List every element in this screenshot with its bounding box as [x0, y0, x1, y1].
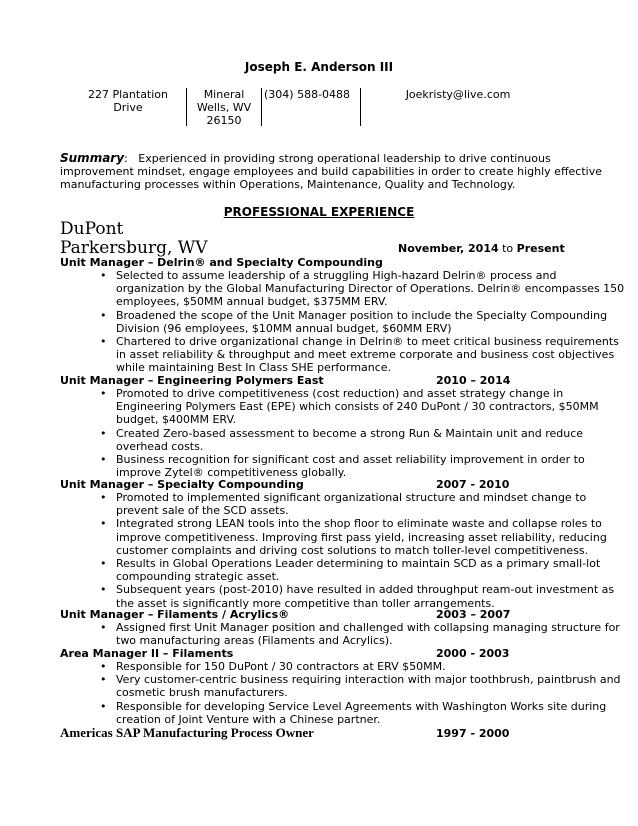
bullet-item: • Business recognition for significant cost and asset reliability improvement in order to improve Zytel® competitiveness globally.	[98, 453, 626, 479]
dates-to: to	[498, 242, 517, 255]
bullet-item: • Broadened the scope of the Unit Manager position to include the Specialty Compounding Division (96 employees, $10MM annual budget, $60MM ERV)	[98, 309, 626, 335]
city-block	[192, 88, 256, 127]
role-title: Unit Manager – Specialty Compounding	[60, 478, 304, 491]
role-bullets	[98, 660, 626, 726]
bullet-item: • Very customer-centric business requiring interaction with major toothbrush, paintbrush and cosmetic brush manufacturers.	[98, 673, 626, 699]
company-location: Parkersburg, WV	[60, 238, 208, 258]
city-line: 26150	[206, 114, 242, 127]
bullet-item: • Integrated strong LEAN tools into the shop floor to eliminate waste and collapse roles to improve competitiveness. Improving first pass yield, increasing asset reliability, reducing customer complaints and driving cost solutions to match toller-level competitiveness.	[98, 517, 626, 557]
role-dates: 2007 - 2010	[436, 478, 510, 491]
bullet-item: • Promoted to implemented significant organizational structure and mindset change to prevent sale of the SCD assets.	[98, 491, 626, 517]
summary-text: Experienced in providing strong operational leadership to drive continuous improvement mindset, engage employees and build capabilities in order to create highly effective manufacturing processes within Operations, Maintenance, Quality and Technology.	[60, 152, 602, 191]
address-line: 227 Plantation	[87, 88, 169, 101]
contact-divider	[261, 88, 262, 126]
bullet-item: • Promoted to drive competitiveness (cost reduction) and asset strategy change in Engineering Polymers East (EPE) which consists of 240 DuPont / 30 contractors, $50MM budget, $400MM ERV.	[98, 387, 626, 427]
role-title: Unit Manager – Delrin® and Specialty Compounding	[60, 256, 383, 269]
role-dates: 2003 – 2007	[436, 608, 511, 621]
address-block	[80, 88, 176, 114]
start-date: November, 2014	[398, 242, 499, 255]
section-title: PROFESSIONAL EXPERIENCE	[223, 205, 415, 219]
contact-divider	[186, 88, 187, 126]
phone: (304) 588-0488	[264, 88, 351, 101]
bullet-item: • Responsible for 150 DuPont / 30 contractors at ERV $50MM.	[98, 660, 626, 673]
summary-paragraph	[60, 152, 620, 191]
role-dates: 2010 – 2014	[436, 374, 511, 387]
role-bullets	[98, 621, 626, 647]
email: Joekristy@live.com	[405, 88, 511, 101]
end-date: Present	[516, 242, 565, 255]
role-dates: 1997 - 2000	[436, 727, 510, 740]
bullet-item: • Selected to assume leadership of a struggling High-hazard Delrin® process and organization by the Global Manufacturing Director of Operations. Delrin® encompasses 150 employees, $50MM annual budget, $375MM ERV.	[98, 269, 626, 309]
bullet-item: • Results in Global Operations Leader determining to maintain SCD as a primary small-lot compounding strategic asset.	[98, 557, 626, 583]
role-title: Unit Manager – Filaments / Acrylics®	[60, 608, 290, 621]
contact-divider	[360, 88, 361, 126]
employment-dates	[398, 242, 565, 255]
bullet-item: • Chartered to drive organizational change in Delrin® to meet critical business requirements in asset reliability & throughput and meet extreme corporate and business cost objectives while maintaining Best In Class SHE performance.	[98, 335, 626, 375]
bullet-item: • Assigned first Unit Manager position and challenged with collapsing managing structure for two manufacturing areas (Filaments and Acrylics).	[98, 621, 626, 647]
resume-name: Joseph E. Anderson III	[244, 60, 394, 74]
city-line: Mineral	[203, 88, 245, 101]
role-title: Americas SAP Manufacturing Process Owner	[60, 725, 314, 740]
role-bullets	[98, 387, 626, 479]
company-name: DuPont	[60, 219, 124, 239]
address-line: Drive	[113, 101, 143, 114]
summary-colon: :	[124, 152, 128, 165]
role-bullets	[98, 491, 626, 610]
role-title: Area Manager II – Filaments	[60, 647, 234, 660]
city-line: Wells, WV	[196, 101, 252, 114]
role-title: Unit Manager – Engineering Polymers East	[60, 374, 324, 387]
bullet-item: • Created Zero-based assessment to become a strong Run & Maintain unit and reduce overhead costs.	[98, 427, 626, 453]
bullet-item: • Subsequent years (post-2010) have resulted in added throughput ream-out investment as the asset is significantly more competitive than toller arrangements.	[98, 583, 626, 609]
role-bullets	[98, 269, 626, 375]
bullet-item: • Responsible for developing Service Level Agreements with Washington Works site during creation of Joint Venture with a Chinese partner.	[98, 700, 626, 726]
role-dates: 2000 - 2003	[436, 647, 510, 660]
summary-label: Summary	[60, 151, 125, 165]
